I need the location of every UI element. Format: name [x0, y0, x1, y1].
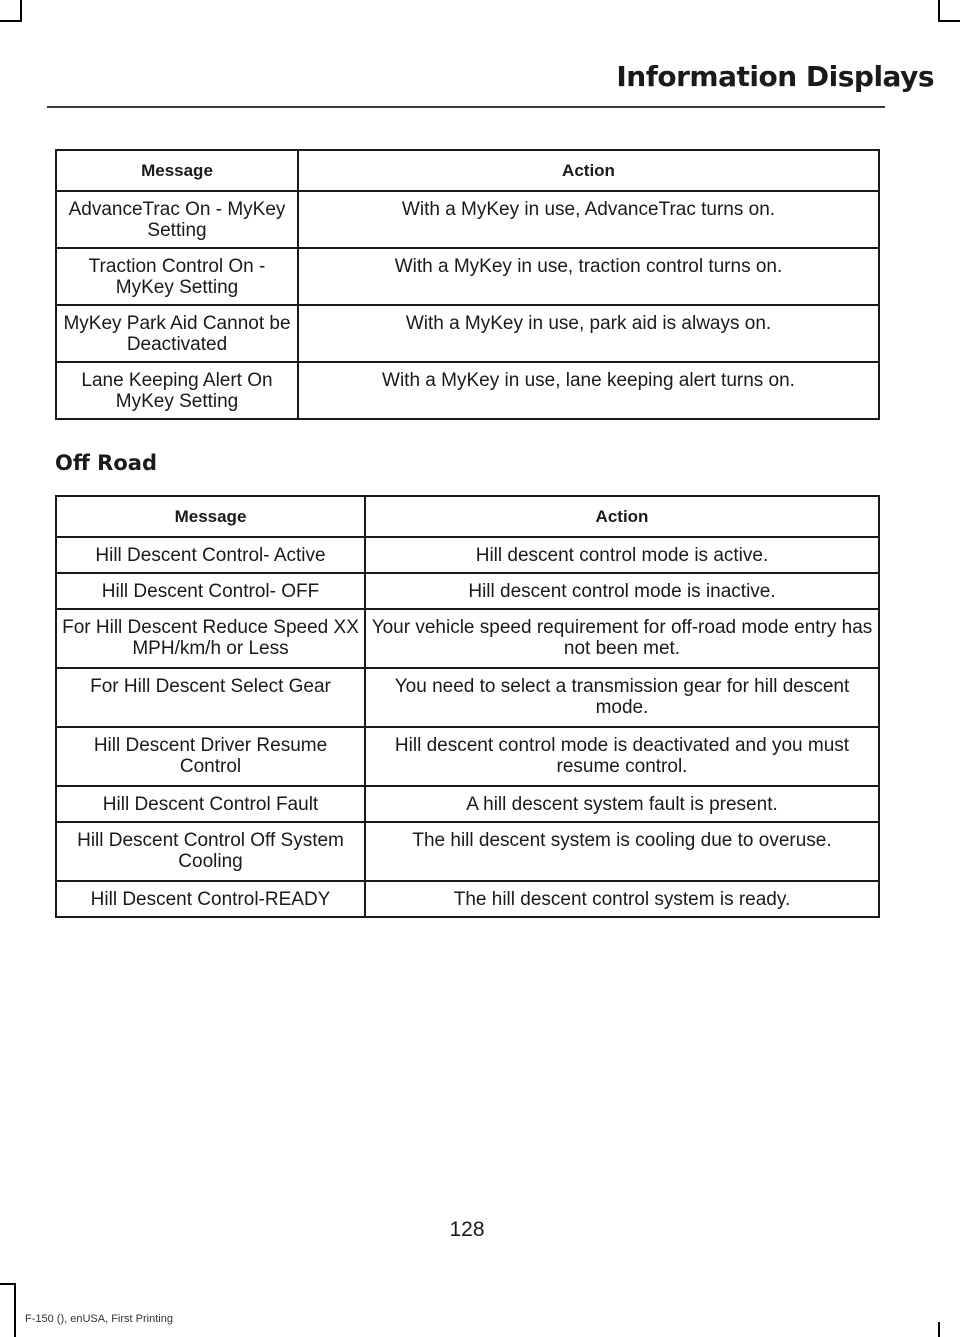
action-cell: A hill descent system fault is present. — [365, 786, 879, 822]
crop-mark-bottom-right-v — [938, 1322, 940, 1337]
table-row — [56, 305, 879, 362]
table-row — [56, 573, 879, 609]
table-header-row — [56, 496, 879, 537]
action-cell: Hill descent control mode is deactivated and you must resume control. — [365, 727, 879, 786]
header-divider — [47, 106, 885, 108]
action-cell: With a MyKey in use, park aid is always on. — [298, 305, 879, 362]
action-cell: The hill descent control system is ready. — [365, 881, 879, 917]
crop-mark-top-left-h — [0, 20, 22, 22]
message-cell: Hill Descent Control- Active — [56, 537, 365, 573]
action-cell: Your vehicle speed requirement for off-road mode entry has not been met. — [365, 609, 879, 668]
table-row — [56, 609, 879, 668]
column-header-message: Message — [56, 150, 298, 191]
table-row — [56, 362, 879, 419]
message-cell: Hill Descent Control-READY — [56, 881, 365, 917]
page-number: 128 — [449, 1218, 485, 1241]
section-heading-off-road: Off Road — [55, 451, 157, 475]
column-header-message: Message — [56, 496, 365, 537]
table-row — [56, 537, 879, 573]
mykey-message-table — [55, 149, 880, 420]
action-cell: With a MyKey in use, AdvanceTrac turns on. — [298, 191, 879, 248]
message-cell: Hill Descent Driver Resume Control — [56, 727, 365, 786]
crop-mark-bottom-left-h — [0, 1283, 16, 1285]
column-header-action: Action — [365, 496, 879, 537]
table-row — [56, 191, 879, 248]
action-cell: With a MyKey in use, traction control turns on. — [298, 248, 879, 305]
message-cell: For Hill Descent Reduce Speed XX MPH/km/h or Less — [56, 609, 365, 668]
message-cell: Lane Keeping Alert On MyKey Setting — [56, 362, 298, 419]
message-cell: Hill Descent Control Fault — [56, 786, 365, 822]
table-row — [56, 881, 879, 917]
message-cell: Traction Control On - MyKey Setting — [56, 248, 298, 305]
message-cell: MyKey Park Aid Cannot be Deactivated — [56, 305, 298, 362]
table-row — [56, 727, 879, 786]
crop-mark-top-left-v — [20, 0, 22, 22]
table-row — [56, 248, 879, 305]
table-header-row — [56, 150, 879, 191]
action-cell: With a MyKey in use, lane keeping alert turns on. — [298, 362, 879, 419]
crop-mark-bottom-left-v — [14, 1283, 16, 1337]
message-cell: AdvanceTrac On - MyKey Setting — [56, 191, 298, 248]
page-title: Information Displays — [616, 60, 934, 93]
crop-mark-top-right-h — [938, 20, 960, 22]
off-road-message-table — [55, 495, 880, 918]
message-cell: For Hill Descent Select Gear — [56, 668, 365, 727]
edition-footer: F-150 (), enUSA, First Printing — [25, 1313, 173, 1325]
table-row — [56, 786, 879, 822]
action-cell: The hill descent system is cooling due to overuse. — [365, 822, 879, 881]
column-header-action: Action — [298, 150, 879, 191]
crop-mark-top-right-v — [938, 0, 940, 22]
table-row — [56, 822, 879, 881]
action-cell: Hill descent control mode is active. — [365, 537, 879, 573]
action-cell: You need to select a transmission gear for hill descent mode. — [365, 668, 879, 727]
action-cell: Hill descent control mode is inactive. — [365, 573, 879, 609]
message-cell: Hill Descent Control- OFF — [56, 573, 365, 609]
message-cell: Hill Descent Control Off System Cooling — [56, 822, 365, 881]
table-row — [56, 668, 879, 727]
